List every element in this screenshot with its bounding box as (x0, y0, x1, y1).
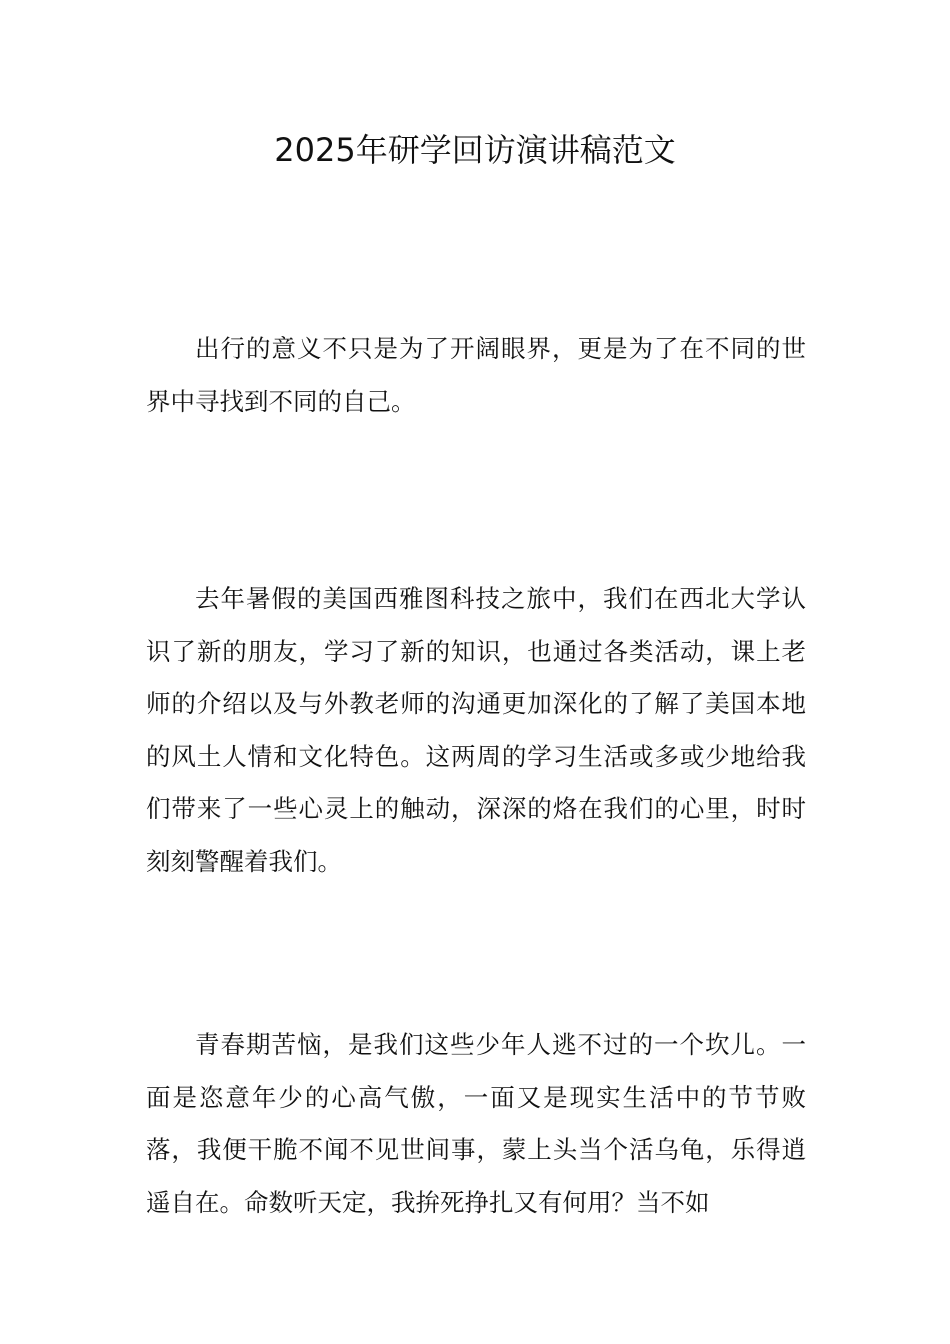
paragraph-1: 出行的意义不只是为了开阔眼界，更是为了在不同的世界中寻找到不同的自己。 (146, 334, 806, 416)
paragraph-3: 青春期苦恼，是我们这些少年人逃不过的一个坎儿。一面是恣意年少的心高气傲，一面又是现实生活中的节节败落，我便干脆不闻不见世间事，蒙上头当个活乌龟，乐得逍遥自在。命数听天定，我拚死挣扎又有何用？当不如 (146, 1030, 806, 1217)
paragraph-2: 去年暑假的美国西雅图科技之旅中，我们在西北大学认识了新的朋友，学习了新的知识，也通过各类活动，课上老师的介绍以及与外教老师的沟通更加深化的了解了美国本地的风土人情和文化特色。这两周的学习生活或多或少地给我们带来了一些心灵上的触动，深深的烙在我们的心里，时时刻刻警醒着我们。 (146, 584, 806, 876)
document-title: 2025年研学回访演讲稿范文 (274, 131, 676, 169)
